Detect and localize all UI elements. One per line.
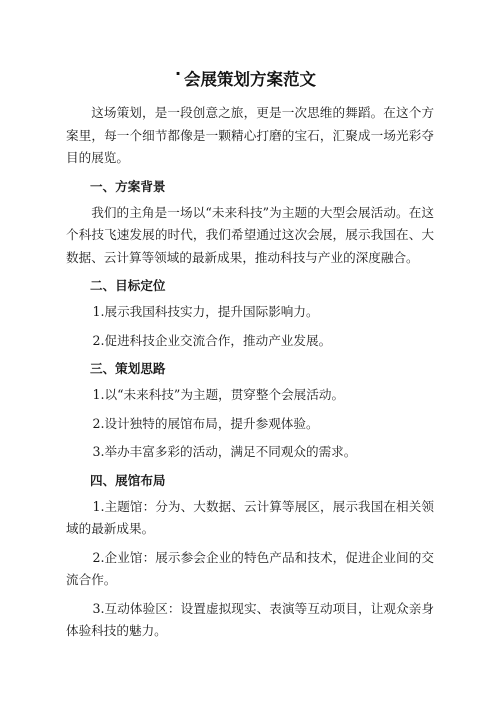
list-item: 3.举办丰富多彩的活动，满足不同观众的需求。 <box>92 444 357 459</box>
list-item: 2.促进科技企业交流合作，推动产业发展。 <box>92 332 332 348</box>
section-heading-layout: 四、展馆布局 <box>89 472 166 488</box>
list-item: 1.展示我国科技实力，提升国际影响力。 <box>92 304 319 319</box>
background-paragraph: 我们的主角是一场以“未来科技”为主题的大型会展活动。在这个科技飞速发展的时代，我们希望通过这次会展，展示我国在、大数据、云计算等领域的最新成果，推动科技与产业的深度融合。 <box>66 204 434 265</box>
list-item: 1.主题馆：分为、大数据、云计算等展区，展示我国在相关领域的最新成果。 <box>66 498 434 536</box>
document-title-text: 会展策划方案范文 <box>184 70 316 89</box>
list-item: 2.设计独特的展馆布局，提升参观体验。 <box>92 415 319 431</box>
list-item: 1.以“未来科技”为主题，贯穿整个会展活动。 <box>92 387 345 402</box>
intro-paragraph: 这场策划，是一段创意之旅，更是一次思维的舞蹈。在这个方案里，每一个细节都像是一颗精心打磨的宝石，汇聚成一场光彩夺目的展览。 <box>66 105 434 165</box>
list-item: 3.互动体验区：设置虚拟现实、表演等互动项目，让观众亲身体验科技的魅力。 <box>66 600 434 638</box>
document-title <box>66 64 434 92</box>
title-mark: · <box>175 64 182 83</box>
section-heading-approach: 三、策划思路 <box>89 361 166 376</box>
section-heading-goals: 二、目标定位 <box>89 278 166 293</box>
list-item: 2.企业馆：展示参会企业的特色产品和技术，促进企业间的交流合作。 <box>66 549 434 587</box>
section-heading-background: 一、方案背景 <box>89 178 166 194</box>
